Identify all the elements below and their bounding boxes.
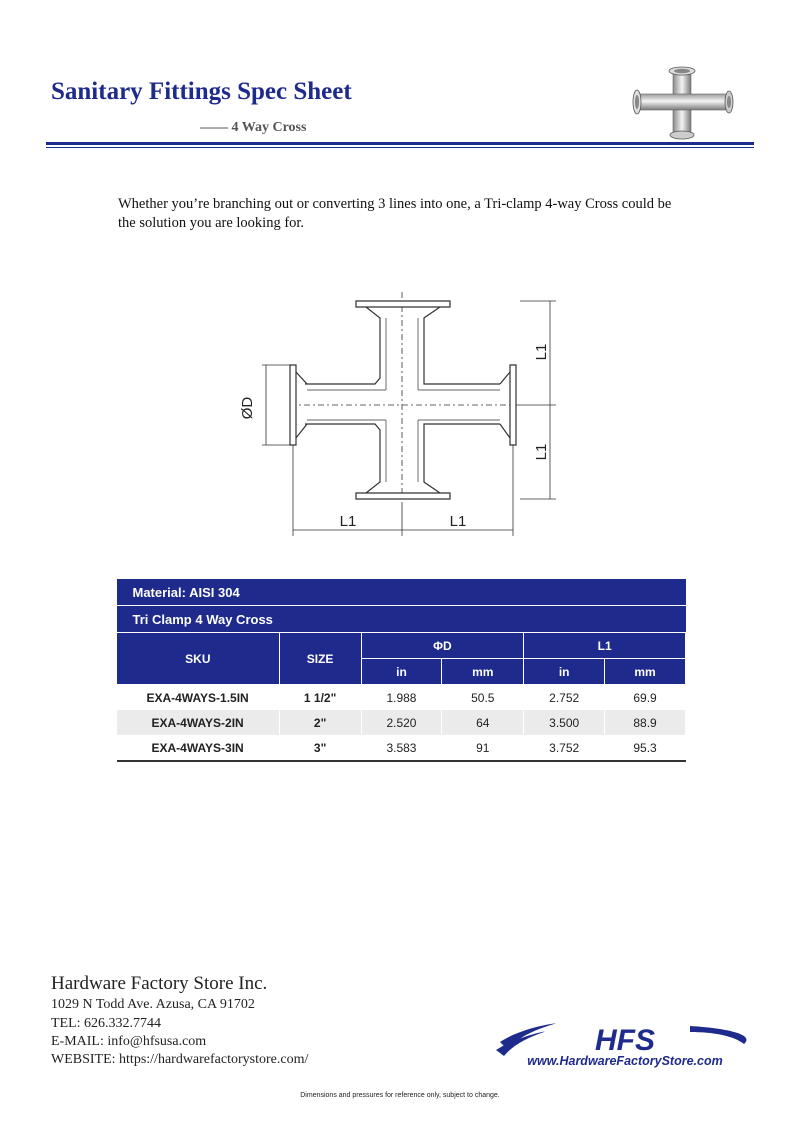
company-phone: TEL: 626.332.7744 xyxy=(51,1016,162,1031)
dim-l1-right-label: L1 xyxy=(449,513,467,530)
size-cell: 1 1/2" xyxy=(279,685,361,711)
header-row xyxy=(117,633,686,659)
company-address: 1029 N Todd Ave. Azusa, CA 91702 xyxy=(51,997,255,1012)
size-cell: 2" xyxy=(279,710,361,735)
l1-in-cell: 2.752 xyxy=(524,685,605,711)
d-in-cell: 3.583 xyxy=(361,735,442,761)
col-d-mm-header: mm xyxy=(442,659,524,685)
material-label: Material: AISI 304 xyxy=(117,579,686,606)
hfs-logo xyxy=(494,1020,756,1070)
col-l1-mm-header: mm xyxy=(605,659,686,685)
spec-table xyxy=(116,579,686,762)
col-sku-header: SKU xyxy=(117,633,280,685)
d-mm-cell: 91 xyxy=(442,735,524,761)
d-in-cell: 2.520 xyxy=(361,710,442,735)
cross-dimension-drawing xyxy=(225,290,575,545)
hfs-logo-brand: HFS xyxy=(595,1024,655,1057)
material-row xyxy=(117,579,686,606)
l1-in-cell: 3.500 xyxy=(524,710,605,735)
company-website[interactable]: WEBSITE: https://hardwarefactorystore.com/ xyxy=(51,1052,309,1067)
d-mm-cell: 50.5 xyxy=(442,685,524,711)
col-size-header: SIZE xyxy=(279,633,361,685)
sku-cell: EXA-4WAYS-3IN xyxy=(117,735,280,761)
l1-in-cell: 3.752 xyxy=(524,735,605,761)
dim-l1-left-label: L1 xyxy=(339,513,357,530)
size-cell: 3" xyxy=(279,735,361,761)
company-name: Hardware Factory Store Inc. xyxy=(51,973,268,994)
col-l1-header: L1 xyxy=(524,633,686,659)
company-email[interactable]: E-MAIL: info@hfsusa.com xyxy=(51,1034,207,1049)
product-row xyxy=(117,606,686,633)
d-mm-cell: 64 xyxy=(442,710,524,735)
sku-cell: EXA-4WAYS-1.5IN xyxy=(117,685,280,711)
l1-mm-cell: 88.9 xyxy=(605,710,686,735)
dim-l1-upper-label: L1 xyxy=(533,343,550,361)
intro-paragraph: Whether you’re branching out or converting 3 lines into one, a Tri-clamp 4-way Cross could be the solution you are looking for. xyxy=(118,196,672,231)
product-label: Tri Clamp 4 Way Cross xyxy=(117,606,686,633)
l1-mm-cell: 95.3 xyxy=(605,735,686,761)
sku-cell: EXA-4WAYS-2IN xyxy=(117,710,280,735)
page-subtitle: —— 4 Way Cross xyxy=(200,120,307,135)
d-in-cell: 1.988 xyxy=(361,685,442,711)
dim-l1-lower-label: L1 xyxy=(533,443,550,461)
footer-disclaimer: Dimensions and pressures for reference only, subject to change. xyxy=(300,1092,500,1099)
cross-fitting-photo xyxy=(625,64,745,142)
page-title: Sanitary Fittings Spec Sheet xyxy=(51,78,352,105)
table-row xyxy=(117,710,686,735)
header-rule xyxy=(46,142,754,145)
header-rule-thin xyxy=(46,147,754,148)
hfs-logo-url: www.HardwareFactoryStore.com xyxy=(527,1054,723,1068)
col-l1-in-header: in xyxy=(524,659,605,685)
dim-od-label: ØD xyxy=(239,396,256,420)
l1-mm-cell: 69.9 xyxy=(605,685,686,711)
table-row xyxy=(117,735,686,761)
col-d-header: ΦD xyxy=(361,633,524,659)
col-d-in-header: in xyxy=(361,659,442,685)
table-row xyxy=(117,685,686,711)
